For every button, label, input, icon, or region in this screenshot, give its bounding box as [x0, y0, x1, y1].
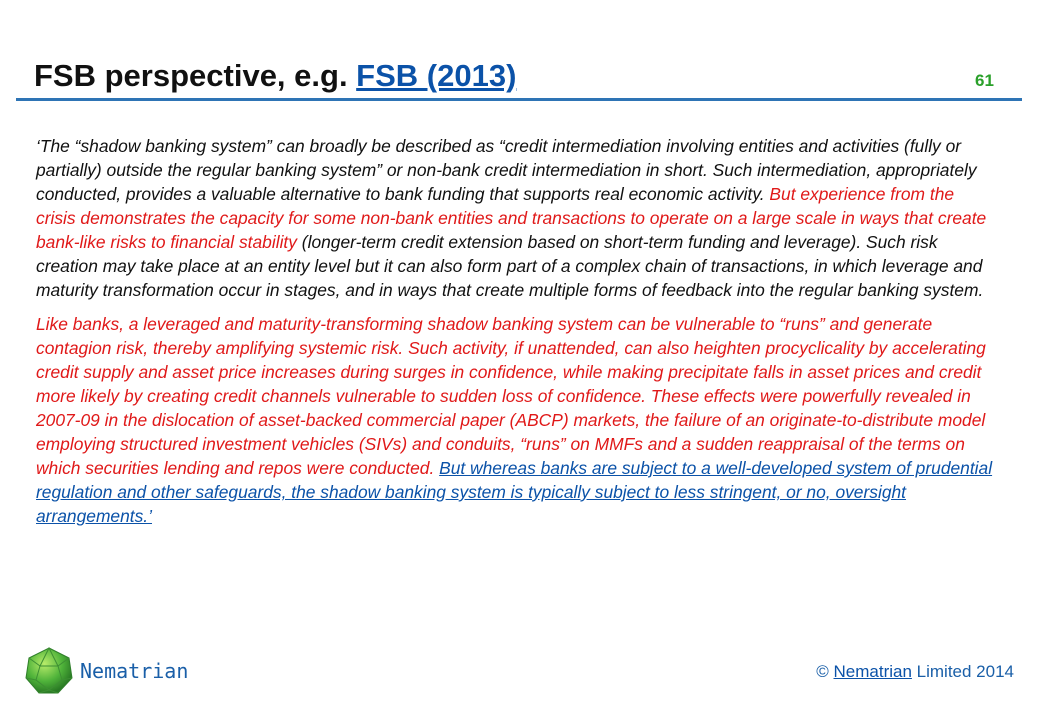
- quote-body: [36, 134, 994, 528]
- copyright-symbol: ©: [816, 662, 834, 681]
- slide-number: 61: [975, 71, 994, 90]
- nematrian-link[interactable]: Nematrian: [833, 662, 912, 681]
- footer-brand: Nematrian: [80, 659, 189, 683]
- highlighted-text: Like banks, a leveraged and maturity-transforming shadow banking system can be vulnerable to “runs” and generate contagion risk, thereby amplifying systemic risk. Such activity, if unattended, can also heighten procyclicality by accelerating credit supply and asset price increases during surges in confidence, while making precipitate falls in asset prices and credit more likely by creating credit channels vulnerable to sudden loss of confidence. These effects were powerfully revealed in 2007-09 in the dislocation of asset-backed commercial paper (ABCP) markets, the failure of an originate-to-distribute model employing structured investment vehicles (SIVs) and conduits, “runs” on MMFs and a sudden reappraisal of the terms on which securities lending and repos were conducted.: [36, 314, 986, 478]
- nematrian-logo-icon: [24, 646, 74, 696]
- quote-paragraph-2: [36, 312, 994, 528]
- fsb-2013-link[interactable]: FSB (2013): [356, 58, 517, 93]
- copyright-suffix: Limited 2014: [911, 662, 1014, 681]
- quote-paragraph-1: [36, 134, 994, 302]
- underlined-link-text[interactable]: But whereas banks are subject to a well-developed system of prudential regulation and other safeguards, the shadow banking system is typically subject to less stringent, or no, oversight arrangements.’: [36, 458, 993, 526]
- quote-text: (longer-term credit extension based on short-term funding and leverage). Such risk creation may take place at an entity level but it can also form part of a complex chain of transactions, in which leverage and maturity transformation occur in stages, and in ways that create multiple forms of feedback into the regular banking system.: [36, 232, 984, 300]
- footer-copyright: [816, 662, 1014, 682]
- highlighted-text: But experience from the crisis demonstrates the capacity for some non-bank entities and transactions to operate on a large scale in ways that create bank-like risks to financial stability: [36, 184, 987, 252]
- title-divider: [16, 98, 1022, 101]
- slide-title-text: FSB perspective, e.g.: [34, 58, 357, 93]
- slide-title: [34, 56, 516, 96]
- quote-text: ‘The “shadow banking system” can broadly be described as “credit intermediation involving entities and activities (fully or partially) outside the regular banking system” or non-bank credit intermediation in short. Such intermediation, appropriately conducted, provides a valuable alternative to bank funding that supports real economic activity.: [36, 136, 977, 204]
